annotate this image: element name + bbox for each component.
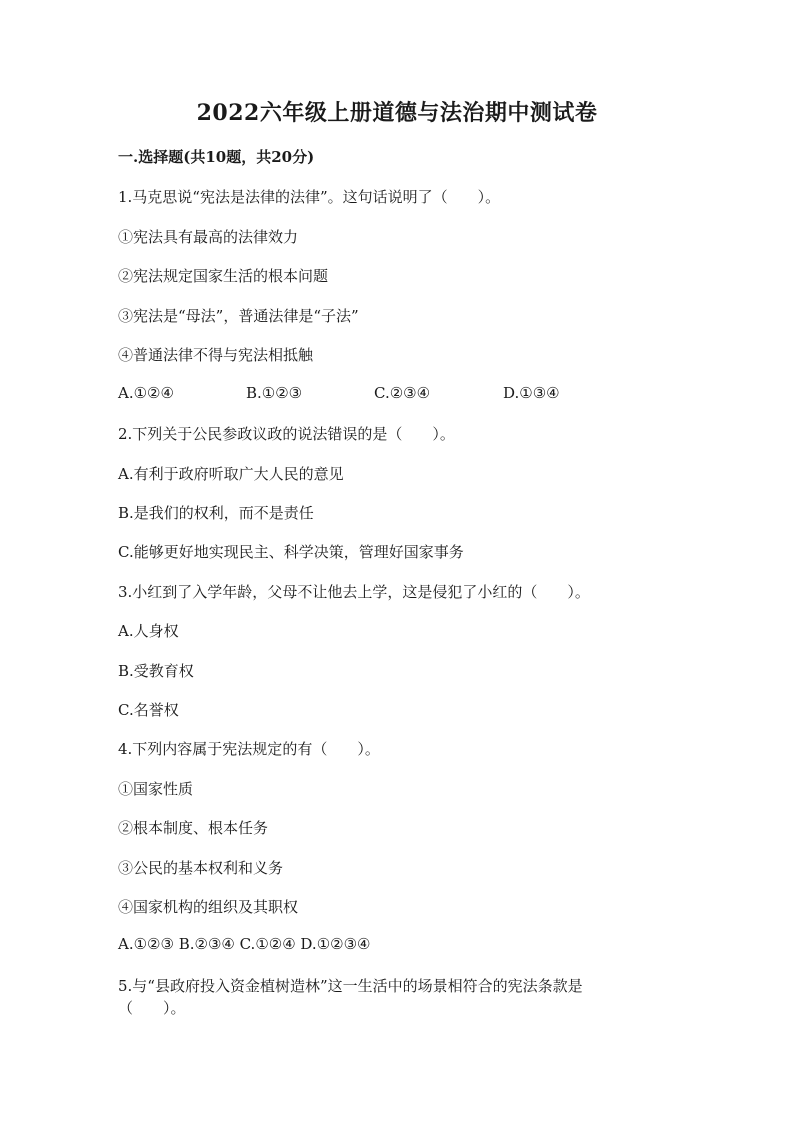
question-4-item-1: ①国家性质 <box>118 780 194 798</box>
question-1-option-b: B.①②③ <box>246 384 303 402</box>
question-1-item-2: ②宪法规定国家生活的根本问题 <box>118 267 329 285</box>
question-4-item-4: ④国家机构的组织及其职权 <box>118 898 299 916</box>
question-1-item-1: ①宪法具有最高的法律效力 <box>118 228 299 246</box>
question-2-option-c: C.能够更好地实现民主、科学决策，管理好国家事务 <box>118 543 464 561</box>
question-5-stem-line-1: 5.与“县政府投入资金植树造林”这一生活中的场景相符合的宪法条款是 <box>118 977 583 995</box>
question-3-option-b: B.受教育权 <box>118 662 194 680</box>
question-4-item-2: ②根本制度、根本任务 <box>118 819 269 837</box>
question-1-item-3: ③宪法是“母法”，普通法律是“子法” <box>118 307 359 325</box>
question-2-option-a: A.有利于政府听取广大人民的意见 <box>118 465 344 483</box>
question-3-option-a: A.人身权 <box>118 622 179 640</box>
question-3-option-c: C.名誉权 <box>118 701 179 719</box>
question-1-option-d: D.①③④ <box>503 384 560 402</box>
question-1-option-c: C.②③④ <box>374 384 431 402</box>
question-3-stem: 3.小红到了入学年龄，父母不让他去上学，这是侵犯了小红的（ ）。 <box>118 583 590 601</box>
question-4-stem: 4.下列内容属于宪法规定的有（ ）。 <box>118 740 380 758</box>
page-title: 2022六年级上册道德与法治期中测试卷 <box>196 100 598 126</box>
question-2-stem: 2.下列关于公民参政议政的说法错误的是（ ）。 <box>118 425 455 443</box>
question-4-options: A.①②③ B.②③④ C.①②④ D.①②③④ <box>118 935 371 953</box>
question-1-item-4: ④普通法律不得与宪法相抵触 <box>118 346 314 364</box>
section-heading: 一.选择题(共10题，共20分) <box>118 148 315 166</box>
question-5-stem-line-2: （ ）。 <box>118 999 186 1017</box>
question-1-stem: 1.马克思说“宪法是法律的法律”。这句话说明了（ ）。 <box>118 188 501 206</box>
question-4-item-3: ③公民的基本权利和义务 <box>118 859 284 877</box>
question-2-option-b: B.是我们的权利，而不是责任 <box>118 504 314 522</box>
question-1-option-a: A.①②④ <box>118 384 174 402</box>
